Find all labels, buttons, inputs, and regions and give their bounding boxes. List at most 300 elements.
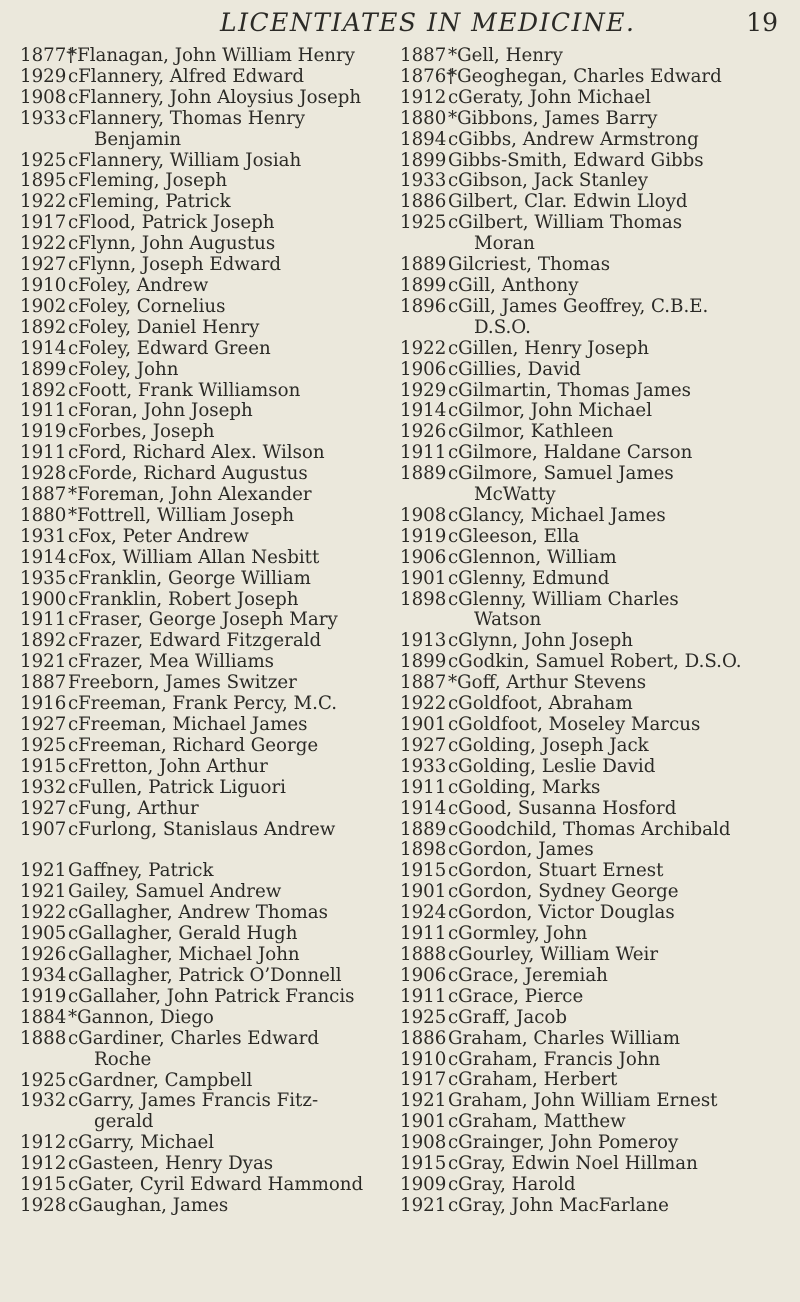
list-item (400, 1091, 785, 1112)
entry-year: 1880 (20, 504, 67, 526)
entry-name: cFreeman, Richard George (68, 734, 319, 756)
entry-name: cGrace, Jeremiah (448, 964, 608, 986)
entry-year: 1919 (20, 421, 67, 443)
list-item (20, 945, 405, 966)
entry-name: *Flanagan, John William Henry (68, 45, 355, 66)
entry-year: 1899 (400, 651, 447, 673)
entry-name: cFlynn, Joseph Edward (68, 254, 282, 276)
right-column (400, 46, 785, 1217)
entry-year: 1911 (400, 985, 447, 1007)
entry-year: 1911 (20, 400, 67, 422)
entry-name: cGill, James Geoffrey, C.B.E. (448, 295, 709, 317)
entry-name: cFlannery, William Josiah (68, 149, 302, 171)
list-item (20, 966, 405, 987)
entry-year: 1926 (20, 944, 67, 966)
list-item (20, 443, 405, 464)
entry-name: cGlancy, Michael James (448, 504, 666, 526)
entry-year: 1925 (20, 1069, 67, 1091)
entry-year: 1922 (20, 233, 67, 255)
list-item (400, 88, 785, 109)
entry-year: 1905 (20, 923, 67, 945)
entry-year: 1911 (400, 776, 447, 798)
entry-name: cGibson, Jack Stanley (448, 170, 649, 192)
entry-name: cGray, Harold (448, 1173, 576, 1195)
list-item (400, 861, 785, 882)
list-item (400, 255, 785, 276)
list-item (20, 276, 405, 297)
entry-year: 1921 (400, 1194, 447, 1216)
entry-year: 1915 (20, 1174, 67, 1196)
entry-name: cFung, Arthur (68, 797, 199, 819)
entry-year: 1887 (400, 672, 447, 694)
entry-year: 1877† (20, 45, 76, 66)
entry-name: *Fottrell, William Joseph (68, 504, 295, 526)
entry-name: cGallagher, Patrick O’Donnell (68, 964, 342, 986)
list-item (400, 548, 785, 569)
entry-year: 1935 (20, 567, 67, 589)
list-item (400, 569, 785, 590)
entry-name: cFrazer, Mea Williams (68, 651, 275, 673)
entry-name: cGilmartin, Thomas James (448, 379, 692, 401)
list-item (400, 213, 785, 234)
entry-year: 1925 (400, 212, 447, 234)
entry-year: 1933 (400, 755, 447, 777)
list-item (400, 590, 785, 611)
entry-name: Gilcriest, Thomas (448, 254, 611, 276)
list-item (20, 903, 405, 924)
entry-year: 1921 (20, 860, 67, 882)
entry-year: 1916 (20, 693, 67, 715)
entry-year: 1932 (20, 1090, 67, 1112)
entry-name: Roche (94, 1048, 152, 1070)
list-item (20, 590, 405, 611)
entry-year: 1922 (20, 191, 67, 213)
entry-year: 1929 (400, 379, 447, 401)
entry-year: 1934 (20, 964, 67, 986)
entry-year: 1911 (400, 442, 447, 464)
list-item (20, 1133, 405, 1154)
entry-name: cFretton, John Arthur (68, 755, 268, 777)
entry-year: 1915 (400, 860, 447, 882)
entry-name: cFleming, Patrick (68, 191, 231, 213)
entry-year: 1931 (20, 525, 67, 547)
list-item (400, 924, 785, 945)
entry-name: cFurlong, Stanislaus Andrew (68, 818, 336, 840)
entry-name: cGilmore, Samuel James (448, 463, 674, 485)
entry-year (400, 234, 448, 255)
entry-year: 1927 (400, 734, 447, 756)
list-item (400, 527, 785, 548)
list-item (20, 318, 405, 339)
entry-name: cFlynn, John Augustus (68, 233, 276, 255)
entry-year: 1892 (20, 379, 67, 401)
list-item (20, 213, 405, 234)
list-item (20, 548, 405, 569)
entry-name: cFleming, Joseph (68, 170, 228, 192)
entry-name: cFoley, Cornelius (68, 295, 226, 317)
entry-name: cGordon, Stuart Ernest (448, 860, 664, 882)
entry-name: *Foreman, John Alexander (68, 484, 312, 506)
entry-year: 1910 (400, 1048, 447, 1070)
list-item (20, 820, 405, 841)
entry-year: 1899 (20, 358, 67, 380)
entry-name: cFlood, Patrick Joseph (68, 212, 275, 234)
entry-year: 1928 (20, 1194, 67, 1216)
entry-name: *Gell, Henry (448, 45, 563, 66)
list-item (20, 715, 405, 736)
entry-year: 1915 (400, 1153, 447, 1175)
entry-name: cGilmor, John Michael (448, 400, 653, 422)
entry-name: Benjamin (94, 128, 182, 150)
entry-name: cGarry, Michael (68, 1132, 215, 1154)
entry-name: Graham, Charles William (448, 1027, 681, 1049)
entry-name: cGlenny, William Charles (448, 588, 679, 610)
entry-name: cFoott, Frank Williamson (68, 379, 301, 401)
list-item (400, 966, 785, 987)
list-item (400, 130, 785, 151)
entry-name: cGallagher, Gerald Hugh (68, 923, 298, 945)
list-item (20, 506, 405, 527)
entry-year: 1910 (20, 274, 67, 296)
entry-name: cGourley, William Weir (448, 943, 659, 965)
entry-name: cGraham, Matthew (448, 1111, 626, 1133)
entry-name: *Gibbons, James Barry (448, 107, 658, 129)
entry-year: 1921 (20, 881, 67, 903)
entry-name: cGoldfoot, Moseley Marcus (448, 714, 701, 735)
entry-name: cGilbert, William Thomas (448, 212, 683, 234)
entry-year: 1888 (400, 943, 447, 965)
entry-name: cGeraty, John Michael (448, 86, 651, 108)
list-item (20, 1029, 405, 1050)
list-item (400, 840, 785, 861)
entry-year: 1909 (400, 1173, 447, 1195)
entry-name: *Gannon, Diego (68, 1006, 214, 1028)
list-item (20, 130, 405, 151)
list-item (400, 1008, 785, 1029)
entry-year: 1917 (400, 1069, 447, 1091)
entry-year: 1912 (400, 86, 447, 108)
entry-year: 1911 (400, 923, 447, 945)
entry-year: 1925 (20, 149, 67, 171)
entry-year: 1921 (400, 1090, 447, 1112)
entry-year (400, 318, 448, 339)
entry-year: 1899 (400, 149, 447, 171)
entry-year: 1898 (400, 839, 447, 861)
entry-year: 1908 (20, 86, 67, 108)
page-number: 19 (746, 8, 778, 37)
list-item (20, 192, 405, 213)
entry-year: 1924 (400, 902, 447, 924)
entry-year: 1889 (400, 254, 447, 276)
entry-name: cGillies, David (448, 358, 581, 380)
list-item (400, 192, 785, 213)
list-item (20, 1071, 405, 1092)
entry-name: *Goff, Arthur Stevens (448, 672, 647, 694)
entry-year: 1914 (400, 797, 447, 819)
list-item (20, 422, 405, 443)
entry-name: cGater, Cyril Edward Hammond (68, 1174, 364, 1196)
entry-year: 1884 (20, 1006, 67, 1028)
list-item (400, 1154, 785, 1175)
entry-year: 1889 (400, 463, 447, 485)
list-item (400, 276, 785, 297)
list-item (20, 799, 405, 820)
entry-name: cGallagher, Michael John (68, 944, 300, 966)
list-item (400, 67, 785, 88)
entry-year: 1887 (400, 45, 447, 66)
entry-name: cFoley, Andrew (68, 274, 209, 296)
entry-year: 1913 (400, 630, 447, 652)
entry-year: 1927 (20, 714, 67, 735)
entry-name: cGasteen, Henry Dyas (68, 1153, 274, 1175)
entry-year: 1914 (400, 400, 447, 422)
entry-year: 1901 (400, 881, 447, 903)
entry-name: cFraser, George Joseph Mary (68, 609, 338, 631)
entry-year: 1889 (400, 818, 447, 840)
list-item (400, 757, 785, 778)
list-item (400, 903, 785, 924)
entry-name: cGarry, James Francis Fitz- (68, 1090, 319, 1112)
entry-year: 1907 (20, 818, 67, 840)
entry-name: cGordon, Victor Douglas (448, 902, 675, 924)
list-item (20, 694, 405, 715)
entry-year: 1908 (400, 504, 447, 526)
list-item (400, 1050, 785, 1071)
entry-name: Watson (474, 609, 542, 631)
entry-year: 1922 (400, 693, 447, 715)
list-item (400, 464, 785, 485)
entry-year: 1886 (400, 1027, 447, 1049)
entry-year: 1933 (400, 170, 447, 192)
entry-name: Freeborn, James Switzer (68, 672, 297, 694)
entry-name: cGray, John MacFarlane (448, 1194, 669, 1216)
entry-name: cGallagher, Andrew Thomas (68, 902, 328, 924)
list-item (20, 673, 405, 694)
entry-name: cFlannery, John Aloysius Joseph (68, 86, 362, 108)
entry-name: cGoodchild, Thomas Archibald (448, 818, 731, 840)
list-item (20, 569, 405, 590)
entry-year: 1876† (400, 65, 456, 87)
entry-name: Graham, John William Ernest (448, 1090, 718, 1112)
entry-name: cGrace, Pierce (448, 985, 584, 1007)
entry-name: cFox, William Allan Nesbitt (68, 546, 320, 568)
entry-name: cForan, John Joseph (68, 400, 253, 422)
list-item (20, 1050, 405, 1071)
entry-year: 1896 (400, 295, 447, 317)
list-item (400, 485, 785, 506)
entry-year: 1926 (400, 421, 447, 443)
list-item (400, 799, 785, 820)
entry-year: 1922 (20, 902, 67, 924)
list-item (400, 171, 785, 192)
list-item (20, 360, 405, 381)
entry-name: cFreeman, Frank Percy, M.C. (68, 693, 338, 715)
entry-year: 1892 (20, 316, 67, 338)
entry-name: cGolding, Joseph Jack (448, 734, 649, 756)
entry-year: 1898 (400, 588, 447, 610)
entry-name: cGraham, Francis John (448, 1048, 661, 1070)
list-item (20, 757, 405, 778)
list-item (20, 1112, 405, 1133)
list-item (400, 339, 785, 360)
entry-name: cFlannery, Alfred Edward (68, 65, 305, 87)
entry-name: cGill, Anthony (448, 274, 579, 296)
list-item (400, 318, 785, 339)
entry-name: cFranklin, Robert Joseph (68, 588, 299, 610)
left-column (20, 46, 405, 1217)
entry-year: 1927 (20, 797, 67, 819)
entry-year: 1914 (20, 546, 67, 568)
list-item (400, 945, 785, 966)
list-item (20, 1008, 405, 1029)
list-item (400, 360, 785, 381)
entry-name: cFord, Richard Alex. Wilson (68, 442, 325, 464)
list-item (20, 1175, 405, 1196)
entry-name: gerald (94, 1111, 154, 1133)
list-item (20, 527, 405, 548)
list-item (400, 652, 785, 673)
list-item (20, 401, 405, 422)
list-item (400, 882, 785, 903)
entry-name: cFox, Peter Andrew (68, 525, 249, 547)
list-item (400, 506, 785, 527)
list-item (400, 631, 785, 652)
entry-name: cGraff, Jacob (448, 1006, 567, 1028)
entry-name: cGlynn, John Joseph (448, 630, 633, 652)
entry-name: Moran (474, 233, 535, 255)
list-item (20, 652, 405, 673)
entry-name: cForbes, Joseph (68, 421, 215, 443)
entry-name: cGardiner, Charles Edward (68, 1027, 319, 1049)
entry-year: 1912 (20, 1153, 67, 1175)
list-item (400, 381, 785, 402)
entry-year (20, 1112, 68, 1133)
entry-year: 1908 (400, 1132, 447, 1154)
entry-year: 1929 (20, 65, 67, 87)
entry-name: cGood, Susanna Hosford (448, 797, 677, 819)
list-item (20, 861, 405, 882)
entry-name: Gailey, Samuel Andrew (68, 881, 282, 903)
entry-name: cGillen, Henry Joseph (448, 337, 649, 359)
list-item (400, 610, 785, 631)
entry-year: 1912 (20, 1132, 67, 1154)
entry-name: *Geoghegan, Charles Edward (448, 65, 722, 87)
entry-name: cGleeson, Ella (448, 525, 580, 547)
list-item (400, 46, 785, 67)
entry-name: cGolding, Leslie David (448, 755, 656, 777)
list-item (400, 1029, 785, 1050)
entry-name: cFoley, Daniel Henry (68, 316, 260, 338)
entry-name: cFoley, Edward Green (68, 337, 271, 359)
entry-name: cGoldfoot, Abraham (448, 693, 633, 715)
list-item (400, 673, 785, 694)
entry-name: cFoley, John (68, 358, 179, 380)
list-item (400, 234, 785, 255)
entry-name: McWatty (474, 484, 556, 506)
entry-year: 1914 (20, 337, 67, 359)
entry-year: 1933 (20, 107, 67, 129)
list-item (20, 339, 405, 360)
entry-name: cGardner, Campbell (68, 1069, 253, 1091)
entry-year: 1932 (20, 776, 67, 798)
list-item (20, 234, 405, 255)
list-item (20, 151, 405, 172)
entry-year: 1895 (20, 170, 67, 192)
list-item (20, 1196, 405, 1217)
entry-name: cGray, Edwin Noel Hillman (448, 1153, 698, 1175)
list-item (400, 443, 785, 464)
page-title: LICENTIATES IN MEDICINE. (220, 8, 636, 37)
list-item (400, 736, 785, 757)
entry-year: 1901 (400, 567, 447, 589)
entry-year: 1919 (400, 525, 447, 547)
entry-name: Gaffney, Patrick (68, 860, 214, 882)
entry-year: 1892 (20, 630, 67, 652)
list-item (400, 109, 785, 130)
list-item (20, 631, 405, 652)
list-item (20, 1154, 405, 1175)
entry-name: cGolding, Marks (448, 776, 601, 798)
entry-year: 1902 (20, 295, 67, 317)
entry-year (400, 610, 448, 631)
list-item (20, 1091, 405, 1112)
entry-name: cGrainger, John Pomeroy (448, 1132, 679, 1154)
entry-year: 1880 (400, 107, 447, 129)
entry-name: cGodkin, Samuel Robert, D.S.O. (448, 651, 742, 673)
list-item (400, 1133, 785, 1154)
entry-name: cGraham, Herbert (448, 1069, 618, 1091)
entry-year: 1911 (20, 609, 67, 631)
entry-name: Gilbert, Clar. Edwin Lloyd (448, 191, 688, 213)
list-item (400, 1196, 785, 1217)
list-item (400, 715, 785, 736)
entry-year: 1887 (20, 484, 67, 506)
entry-name: cGlenny, Edmund (448, 567, 610, 589)
entry-name: cGilmor, Kathleen (448, 421, 614, 443)
entry-name: cFlannery, Thomas Henry (68, 107, 306, 129)
entry-year: 1928 (20, 463, 67, 485)
entry-name: cGaughan, James (68, 1194, 229, 1216)
list-item (400, 820, 785, 841)
entry-name: cFranklin, George William (68, 567, 311, 589)
entry-year: 1899 (400, 274, 447, 296)
list-item (20, 610, 405, 631)
entry-year: 1887 (20, 672, 67, 694)
entry-year: 1888 (20, 1027, 67, 1049)
entry-name: cGibbs, Andrew Armstrong (448, 128, 699, 150)
entry-year: 1927 (20, 254, 67, 276)
entry-year (20, 1050, 68, 1071)
entry-year: 1900 (20, 588, 67, 610)
entry-name: Gibbs-Smith, Edward Gibbs (448, 149, 704, 171)
list-item (400, 778, 785, 799)
list-item (400, 1070, 785, 1091)
list-item (20, 736, 405, 757)
list-item (20, 297, 405, 318)
list-item (20, 778, 405, 799)
list-item (20, 109, 405, 130)
entry-name: D.S.O. (474, 316, 531, 338)
list-item (20, 88, 405, 109)
entry-year: 1917 (20, 212, 67, 234)
list-item (20, 882, 405, 903)
list-item (20, 381, 405, 402)
entry-year: 1906 (400, 546, 447, 568)
entry-name: cFrazer, Edward Fitzgerald (68, 630, 322, 652)
entry-year: 1906 (400, 358, 447, 380)
list-item (400, 694, 785, 715)
list-item (400, 422, 785, 443)
